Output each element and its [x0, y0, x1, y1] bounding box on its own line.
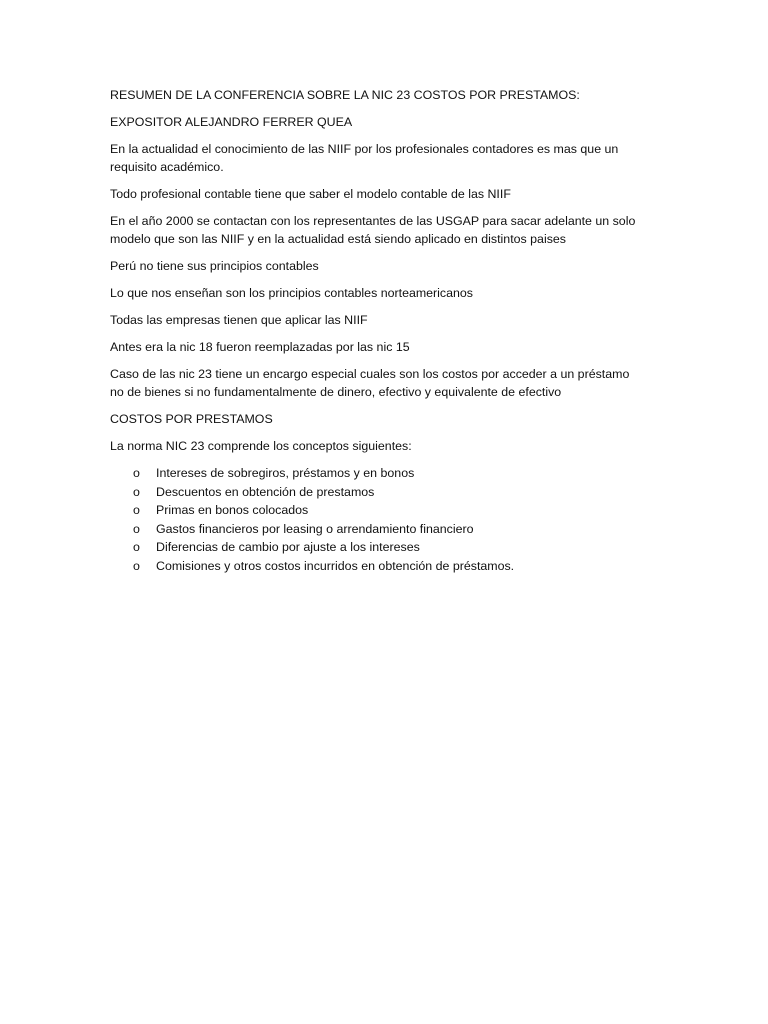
paragraph: La norma NIC 23 comprende los conceptos siguientes:	[110, 439, 412, 453]
paragraph: Antes era la nic 18 fueron reemplazadas por las nic 15	[110, 340, 410, 354]
list-item-text: Comisiones y otros costos incurridos en obtención de préstamos.	[156, 558, 515, 573]
paragraph: Todas las empresas tienen que aplicar las NIIF	[110, 313, 368, 327]
speaker-line: EXPOSITOR ALEJANDRO FERRER QUEA	[110, 115, 353, 129]
list-item	[110, 538, 658, 557]
bullet-icon: o	[133, 503, 140, 517]
paragraph: Perú no tiene sus principios contables	[110, 259, 319, 273]
list-item-text: Gastos financieros por leasing o arrendamiento financiero	[156, 521, 474, 536]
document-title: RESUMEN DE LA CONFERENCIA SOBRE LA NIC 23 COSTOS POR PRESTAMOS:	[110, 88, 580, 102]
paragraph: Caso de las nic 23 tiene un encargo especial cuales son los costos por acceder a un préstamo no de bienes si no fundamentalmente de dinero, efectivo y equivalente de efectivo	[110, 367, 630, 399]
list-item-text: Primas en bonos colocados	[156, 503, 309, 517]
bullet-icon: o	[133, 521, 140, 536]
paragraph: En el año 2000 se contactan con los representantes de las USGAP para sacar adelante un solo modelo que son las NIIF y en la actualidad está siendo aplicado en distintos paises	[110, 214, 636, 246]
list-item-text: Descuentos en obtención de prestamos	[156, 484, 375, 499]
list-item	[110, 464, 658, 483]
list-item	[110, 557, 658, 576]
bullet-icon: o	[133, 540, 140, 554]
list-item	[110, 483, 658, 502]
list-item	[110, 520, 658, 539]
paragraph: Todo profesional contable tiene que saber el modelo contable de las NIIF	[110, 187, 511, 201]
list-item-text: Diferencias de cambio por ajuste a los intereses	[156, 540, 420, 554]
concepts-list	[110, 464, 658, 575]
paragraph: Lo que nos enseñan son los principios contables norteamericanos	[110, 286, 474, 300]
bullet-icon: o	[133, 466, 140, 480]
bullet-icon: o	[133, 558, 140, 573]
section-heading: COSTOS POR PRESTAMOS	[110, 412, 273, 426]
list-item-text: Intereses de sobregiros, préstamos y en bonos	[156, 466, 415, 480]
bullet-icon: o	[133, 484, 140, 499]
paragraph: En la actualidad el conocimiento de las NIIF por los profesionales contadores es mas que un requisito académico.	[110, 142, 619, 174]
list-item	[110, 501, 658, 520]
